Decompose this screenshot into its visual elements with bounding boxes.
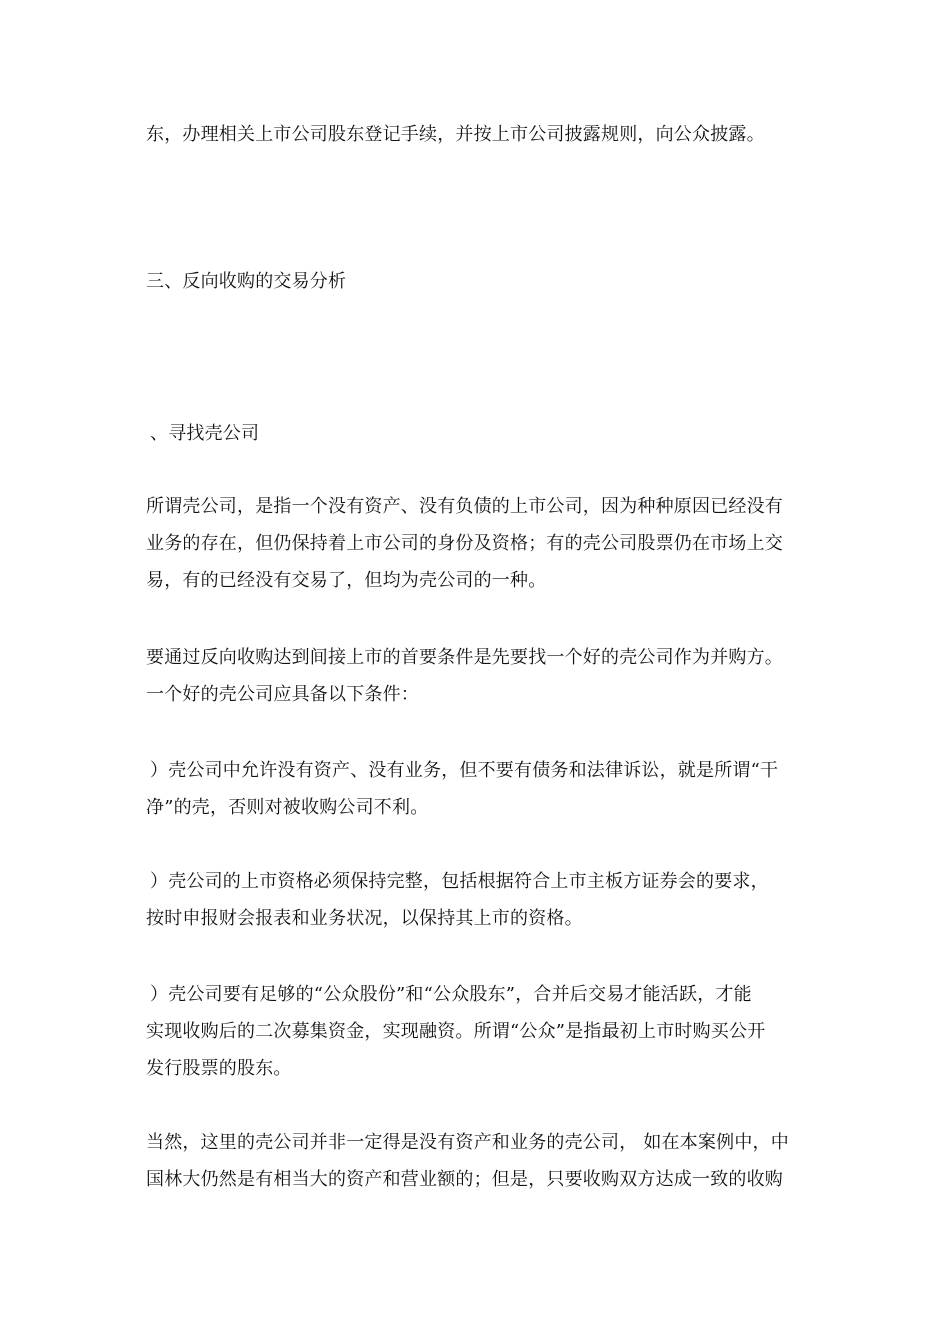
paragraph-line: 易，有的已经没有交易了，但均为壳公司的一种。 <box>146 570 547 591</box>
paragraph-line: 净”的壳，否则对被收购公司不利。 <box>146 797 429 818</box>
paragraph-line: 实现收购后的二次募集资金，实现融资。所谓“公众”是指最初上市时购买公开 <box>146 1021 766 1042</box>
section-heading: 三、反向收购的交易分析 <box>146 271 347 292</box>
paragraph-line: 所谓壳公司，是指一个没有资产、没有负债的上市公司，因为种种原因已经没有 <box>146 496 783 517</box>
paragraph-line: 发行股票的股东。 <box>146 1058 292 1079</box>
paragraph-line: ）壳公司的上市资格必须保持完整，包括根据符合上市主板方证券会的要求， <box>150 871 769 892</box>
paragraph-line: 按时申报财会报表和业务状况，以保持其上市的资格。 <box>146 908 583 929</box>
paragraph-line: 国林大仍然是有相当大的资产和营业额的；但是，只要收购双方达成一致的收购 <box>146 1169 783 1190</box>
subheading: 、寻找壳公司 <box>150 423 260 444</box>
paragraph-line: ）壳公司要有足够的“公众股份”和“公众股东”，合并后交易才能活跃，才能 <box>150 984 752 1005</box>
continuation-line: 东，办理相关上市公司股东登记手续，并按上市公司披露规则，向公众披露。 <box>146 124 765 145</box>
paragraph-line: 要通过反向收购达到间接上市的首要条件是先要找一个好的壳公司作为并购方。 <box>146 647 783 668</box>
paragraph-line: ）壳公司中允许没有资产、没有业务，但不要有债务和法律诉讼，就是所谓“干 <box>150 760 779 781</box>
paragraph-line: 业务的存在，但仍保持着上市公司的身份及资格；有的壳公司股票仍在市场上交 <box>146 533 783 554</box>
paragraph-line: 一个好的壳公司应具备以下条件： <box>146 684 419 705</box>
paragraph-line: 当然，这里的壳公司并非一定得是没有资产和业务的壳公司， 如在本案例中，中 <box>146 1132 789 1153</box>
